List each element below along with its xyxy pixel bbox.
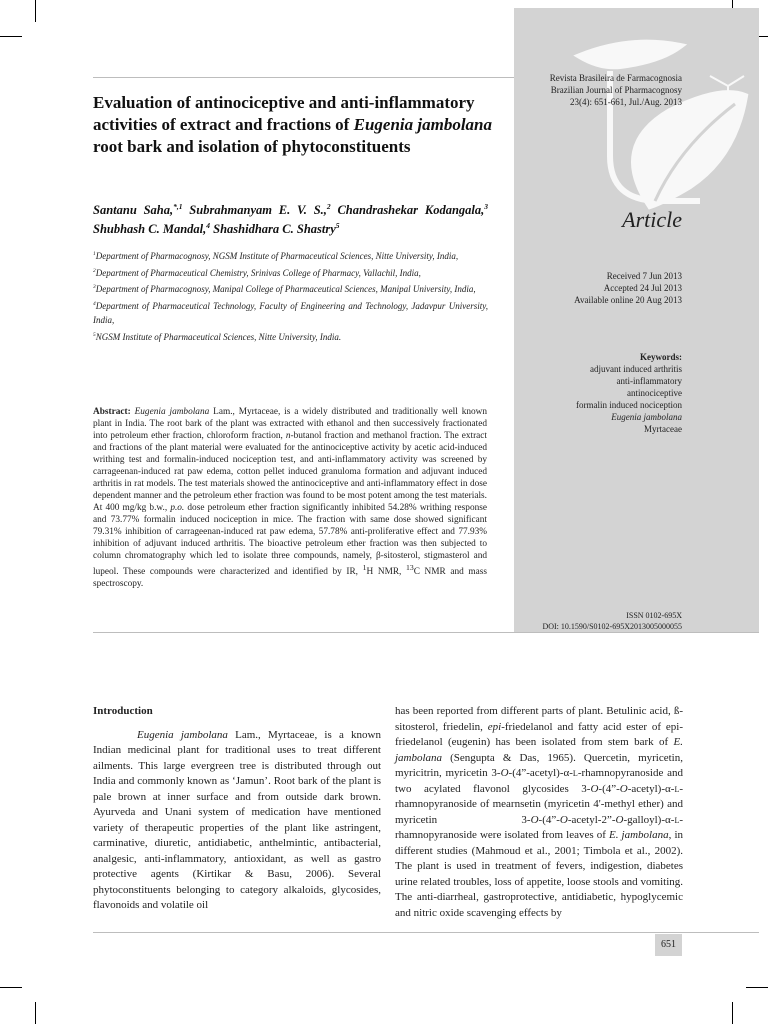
keyword-item: adjuvant induced arthritis <box>590 364 682 374</box>
keyword-item: antinociceptive <box>627 388 682 398</box>
paragraph-text: (Sengupta & Das, 1965). Quercetin, myricetin, myricitrin, myricetin 3- <box>395 751 683 779</box>
author-name: Santanu Saha, <box>93 203 174 218</box>
keyword-item: anti-inflammatory <box>616 376 682 386</box>
abstract-sup: 13 <box>405 563 414 572</box>
author-name: Subrahmanyam E. V. S., <box>182 203 327 218</box>
abstract <box>93 406 487 590</box>
paragraph <box>395 704 683 921</box>
affiliation-text: NGSM Institute of Pharmaceutical Sciences, Nitte University, India. <box>95 331 342 342</box>
species-name: E. jambolana <box>395 736 683 764</box>
journal-citation <box>492 72 682 108</box>
paragraph-text: -(4”- <box>598 782 620 795</box>
author-list <box>93 199 488 237</box>
author-sup: 5 <box>335 221 340 231</box>
paragraph-text: O <box>500 767 509 779</box>
author-name: Chandrashekar Kodangala, <box>330 203 485 218</box>
paragraph-text: O <box>590 782 599 795</box>
section-divider <box>93 632 759 633</box>
paragraph-text: has been reported from different parts of plant. Betulinic acid, ß-sitosterol, friedelin, <box>395 705 683 733</box>
section-heading: Introduction <box>93 705 153 717</box>
abstract-label: Abstract: <box>93 407 131 417</box>
paragraph-text: -(4”- <box>538 813 560 826</box>
abstract-text: H NMR, <box>366 567 406 578</box>
author-sup: 4 <box>206 221 211 231</box>
paragraph-text: O <box>559 813 568 826</box>
keywords-title: Keywords: <box>640 352 682 362</box>
affiliation <box>93 328 488 345</box>
date-received: Received 7 Jun 2013 <box>606 271 682 281</box>
paragraph-text: epi <box>487 720 502 733</box>
paragraph-text: -acetyl)-α- <box>627 782 675 795</box>
journal-name-pt: Revista Brasileira de Farmacognosia <box>549 73 682 83</box>
affiliation <box>93 264 488 281</box>
author-name: Shubhash C. Mandal, <box>93 222 207 237</box>
journal-volume: 23(4): 651-661, Jul./Aug. 2013 <box>570 97 682 107</box>
affiliation-list <box>93 247 488 344</box>
keyword-item: formalin induced nociception <box>576 400 682 410</box>
body-column-left <box>93 704 381 914</box>
affiliation-sup: 2 <box>93 267 96 274</box>
abstract-sup: 1 <box>362 563 367 572</box>
footer-rule <box>93 932 759 933</box>
affiliation-text: Department of Pharmaceutical Technology, Faculty of Engineering and Technology, Jadavpur University, India, <box>93 300 488 325</box>
title-rule <box>93 77 514 78</box>
abstract-text: n <box>285 431 291 441</box>
abstract-text: p.o. <box>170 503 185 513</box>
affiliation-sup: 4 <box>93 300 96 307</box>
crop-mark <box>0 987 22 988</box>
species-name: Eugenia jambolana <box>137 728 228 741</box>
paragraph-text: O <box>619 782 628 795</box>
issn-doi-block <box>542 610 682 632</box>
paragraph-text: , in different studies (Mahmoud et al., 2001; Timbola et al., 2002). The plant is used in treatment of fevers, indigestion, diabetes urine related troubles, loss of appetite, loose stools and vomiting. The anti-diarrheal, gastroprotective, antidiabetic, hypoglycemic and nitric oxide scavenging effects by <box>395 829 683 919</box>
crop-mark <box>746 987 768 988</box>
affiliation-text: Department of Pharmacognosy, Manipal College of Pharmaceutical Sciences, Manipal University, India, <box>95 284 476 294</box>
paragraph-text: -rhamnopyranoside and two acylated flavonol glycosides 3- <box>395 767 683 795</box>
title-text: root bark and isolation of phytoconstituents <box>93 137 411 156</box>
paragraph-text: -friedelanol and fatty acid ester of epi-friedelanol (eugenin) has been isolated from stem bark of <box>395 720 683 748</box>
paragraph-text: -acetyl-2”- <box>567 813 616 826</box>
page-number: 651 <box>655 934 682 956</box>
author-sup: 3 <box>484 202 488 211</box>
affiliation <box>93 247 488 264</box>
journal-logo-icon <box>550 16 750 216</box>
crop-mark <box>35 0 36 22</box>
paragraph-text: -(4”-acetyl)-α- <box>508 767 573 779</box>
affiliation-sup: 5 <box>93 331 96 338</box>
article-type-label: Article <box>622 207 682 232</box>
issn: ISSN 0102-695X <box>626 611 682 620</box>
title-species: Eugenia jambolana <box>353 115 492 134</box>
journal-name-en: Brazilian Journal of Pharmacognosy <box>550 85 682 95</box>
crop-mark <box>732 1002 733 1024</box>
paragraph-text: l <box>674 782 680 795</box>
abstract-text: C NMR and mass spectroscopy. <box>93 567 488 590</box>
abstract-species: Eugenia jambolana <box>134 407 210 417</box>
body-column-right <box>395 704 683 921</box>
affiliation <box>93 280 488 297</box>
affiliation <box>93 297 488 328</box>
author-name: Shashidhara C. Shastry <box>210 222 336 237</box>
paragraph-text: O <box>530 813 539 826</box>
paragraph-text: -galloyl)-α- <box>623 813 675 826</box>
paragraph-text: l <box>674 813 680 826</box>
paragraph-text: O <box>615 813 624 826</box>
affiliation-text: Department of Pharmacognosy, NGSM Institute of Pharmaceutical Sciences, Nitte University, India, <box>95 251 459 261</box>
doi: DOI: 10.1590/S0102-695X2013005000055 <box>542 622 682 631</box>
abstract-text: Lam., Myrtaceae, is a widely distributed and traditionally well known plant in India. The root bark of the plant was extracted with ethanol and then successively fractionated into petroleum ether fraction, chloroform fraction, <box>93 407 488 441</box>
crop-mark <box>35 1002 36 1024</box>
keyword-item: Myrtaceae <box>644 424 682 434</box>
keywords-block <box>576 351 682 435</box>
paragraph-text: -rhamnopyranoside of mearnsetin (myricetin 4'-methyl ether) and myricetin 3- <box>395 782 683 826</box>
abstract-text: dose petroleum ether fraction significantly inhibited 54.28% writhing response and 73.77% formalin induced nociception in mice. The fraction with same dose showed significant 79.31% inhibition of carrageenan-induced rat paw edema, 57.78% anti-proliferative effect and 77.93% inhibition of adjuvant induced arthritis. The bioactive petroleum ether fraction was then subjected to column chromatography which led to isolate three compounds, namely, β-sitosterol, stigmasterol and lupeol. These compounds were characterized and identified by IR, <box>93 503 487 578</box>
keyword-item: Eugenia jambolana <box>611 412 682 422</box>
affiliation-sup: 3 <box>93 284 96 290</box>
abstract-text: -butanol fraction and methanol fraction. The extract and fractions of the plant material were evaluated for the antinociceptive activity by acetic acid-induced writhing test and formalin-induced nociception test, and anti-inflammatory activity was screened by carrageenan-induced rat paw edema, cotton pellet induced granuloma formation and adjuvant induced arthritis in rat models. The test materials showed the antinociceptive and anti-inflammatory effect in dose dependent manner and the petroleum ether fraction was found to be most potent among the test materials. At 400 mg/kg b.w., <box>93 431 487 513</box>
date-accepted: Accepted 24 Jul 2013 <box>603 283 682 293</box>
date-online: Available online 20 Aug 2013 <box>574 295 682 305</box>
affiliation-text: Department of Pharmaceutical Chemistry, Srinivas College of Pharmacy, Vallachil, India, <box>95 267 421 278</box>
paragraph-text: -rhamnopyranoside were isolated from leaves of <box>395 813 683 841</box>
paragraph-text: Lam., Myrtaceae, is a known Indian medicinal plant for traditional uses to treat different ailments. This large evergreen tree is distributed through out India and commonly known as ‘Jamun’. Root bark of the plant is pale brown at inner surface and from outside dark brown. Ayurveda and Unani system of medication have mentioned variety of therapeutic properties of the plant like astringent, carminative, diuretic, antidiabetic, anthelmintic, antibacterial, analgesic, anti-inflammatory, antioxidant, as well as gastro protective agents (Kirtikar & Basu, 2006). Several phytoconstituents belonging to category alkaloids, glycosides, flavonoids and volatile oil <box>93 728 382 911</box>
article-dates <box>574 270 682 306</box>
species-name: E. jambolana <box>609 829 669 841</box>
paragraph <box>93 728 381 914</box>
affiliation-sup: 1 <box>93 251 96 257</box>
title-text: Evaluation of antinociceptive and anti-inflammatory activities of extract and fractions of <box>93 93 475 134</box>
article-title <box>93 92 493 158</box>
author-sup: 2 <box>326 202 331 211</box>
paragraph-text: l <box>572 767 578 779</box>
author-sup: *,1 <box>173 202 183 211</box>
crop-mark <box>0 36 22 37</box>
